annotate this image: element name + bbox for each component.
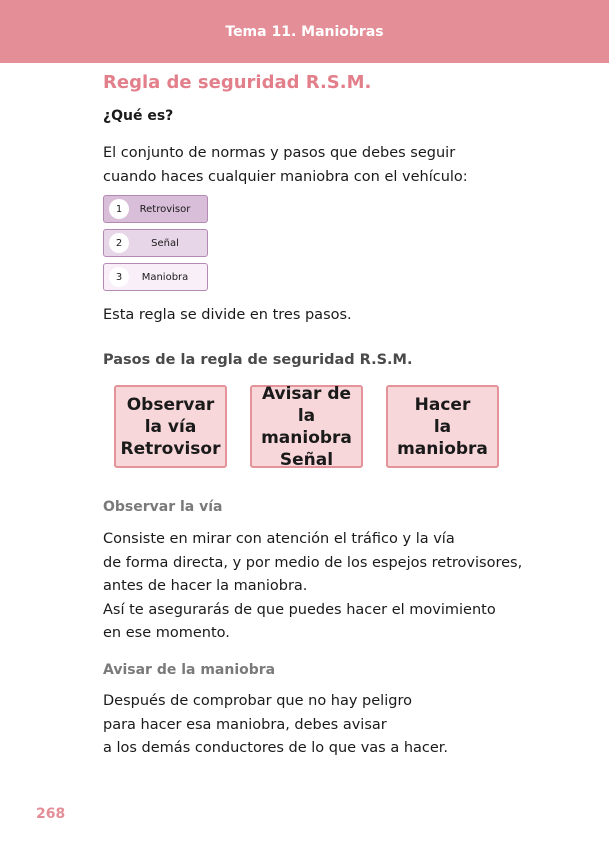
box-line: Retrovisor: [120, 438, 221, 459]
observe-line: Así te asegurarás de que puedes hacer el movimiento: [103, 601, 496, 618]
step-number: 3: [109, 267, 129, 287]
box-line: maniobra: [261, 427, 352, 448]
step-label: Maniobra: [141, 271, 189, 283]
box-line: la maniobra: [397, 416, 488, 459]
divide-text: Esta regla se divide en tres pasos.: [103, 307, 352, 323]
observe-line: en ese momento.: [103, 625, 230, 641]
observe-paragraph: [103, 528, 522, 646]
step-number: 1: [109, 199, 129, 219]
step-label: Retrovisor: [139, 203, 191, 215]
step-box-hacer: [386, 385, 499, 468]
intro-paragraph: [103, 142, 468, 189]
question-heading: ¿Qué es?: [103, 108, 174, 124]
observe-line: Consiste en mirar con atención el tráfico y la vía: [103, 531, 455, 547]
box-line: Avisar de la: [261, 383, 352, 426]
box-line: Hacer: [414, 394, 471, 415]
intro-line: cuando haces cualquier maniobra con el vehículo:: [103, 168, 468, 185]
box-line: Observar: [126, 394, 215, 415]
box-line: la vía: [144, 416, 197, 437]
step-item-maniobra: [103, 263, 208, 291]
step-item-senal: [103, 229, 208, 257]
step-number: 2: [109, 233, 129, 253]
observe-line: de forma directa, y por medio de los espejos retrovisores,: [103, 554, 523, 571]
notify-line: Después de comprobar que no hay peligro: [103, 693, 412, 709]
notify-line: a los demás conductores de lo que vas a hacer.: [103, 740, 449, 756]
box-line: Señal: [279, 449, 334, 470]
notify-line: para hacer esa maniobra, debes avisar: [103, 716, 387, 733]
section-title: Regla de seguridad R.S.M.: [103, 72, 372, 93]
step-box-observar: [114, 385, 227, 468]
step-label: Señal: [151, 237, 179, 249]
notify-heading: Avisar de la maniobra: [103, 662, 276, 678]
step-box-avisar: [250, 385, 363, 468]
steps-section-title: Pasos de la regla de seguridad R.S.M.: [103, 352, 413, 368]
notify-paragraph: [103, 690, 448, 761]
observe-heading: Observar la vía: [103, 499, 223, 515]
page-header: [0, 0, 609, 63]
intro-line: El conjunto de normas y pasos que debes seguir: [103, 145, 456, 161]
step-item-retrovisor: [103, 195, 208, 223]
header-title: Tema 11. Maniobras: [225, 23, 384, 40]
page-number: 268: [36, 806, 66, 822]
observe-line: antes de hacer la maniobra.: [103, 578, 308, 594]
